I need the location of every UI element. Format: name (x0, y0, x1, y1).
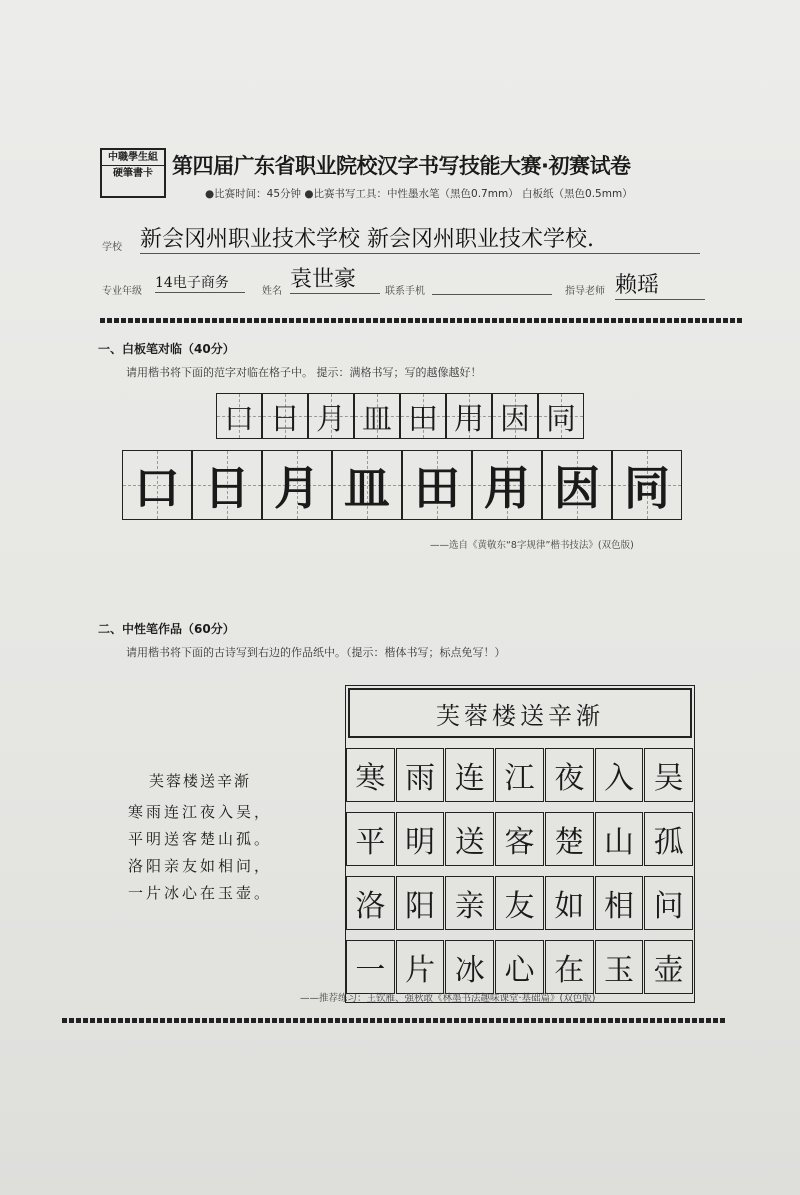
work-row (346, 876, 694, 930)
work-cell[interactable]: 洛 (346, 876, 395, 930)
major-field[interactable]: 14电子商务 (155, 272, 245, 293)
poem-text (128, 768, 272, 907)
exam-title: 第四届广东省职业院校汉字书写技能大赛·初赛试卷 (172, 154, 631, 178)
poem-line: 一片冰心在玉壶。 (128, 884, 273, 902)
model-char-cell[interactable]: 日 (192, 450, 262, 520)
work-cell[interactable]: 在 (545, 940, 594, 994)
work-cell[interactable]: 片 (396, 940, 445, 994)
poem-line: 寒雨连江夜入吴， (128, 803, 273, 821)
work-cell[interactable]: 友 (495, 876, 544, 930)
work-row (346, 940, 694, 994)
school-label: 学校 (102, 242, 122, 253)
exam-subtitle: ●比赛时间：45分钟 ●比赛书写工具：中性墨水笔（黑色0.7mm） 白板纸（黑色0.5mm） (205, 188, 633, 200)
work-cell[interactable]: 相 (595, 876, 644, 930)
work-cell[interactable]: 寒 (346, 748, 395, 802)
competition-logo (100, 148, 166, 198)
printed-char-cell: 用 (446, 393, 492, 439)
bottom-divider (62, 1018, 727, 1023)
poem-line: 平明送客楚山孤。 (128, 830, 273, 848)
work-cell[interactable]: 吴 (644, 748, 693, 802)
model-char-cell[interactable]: 口 (122, 450, 192, 520)
work-cell[interactable]: 送 (445, 812, 494, 866)
work-cell[interactable]: 一 (346, 940, 395, 994)
work-cell[interactable]: 亲 (445, 876, 494, 930)
printed-char-cell: 口 (216, 393, 262, 439)
work-title[interactable]: 芙蓉楼送辛渐 (348, 688, 692, 738)
printed-char-cell: 同 (538, 393, 584, 439)
model-char-cell[interactable]: 用 (472, 450, 542, 520)
school-field[interactable]: 新会冈州职业技术学校 新会冈州职业技术学校. (140, 222, 700, 254)
work-cell[interactable]: 明 (396, 812, 445, 866)
work-cell[interactable]: 楚 (545, 812, 594, 866)
name-label: 姓名 (262, 286, 282, 297)
section2-heading: 二、中性笔作品（60分） (98, 622, 235, 636)
model-char-cell[interactable]: 因 (542, 450, 612, 520)
work-cell[interactable]: 连 (445, 748, 494, 802)
work-cell[interactable]: 问 (644, 876, 693, 930)
recommend-note: ——推荐练习：王钦雁、强秋敢《林墨书法趣味课堂·基础篇》(双色版) (300, 993, 596, 1004)
work-cell[interactable]: 客 (495, 812, 544, 866)
name-field[interactable]: 袁世豪 (290, 262, 380, 294)
printed-char-cell: 皿 (354, 393, 400, 439)
work-cell[interactable]: 山 (595, 812, 644, 866)
section2-instruction: 请用楷书将下面的古诗写到右边的作品纸中。（提示：楷体书写；标点免写！） (126, 646, 506, 659)
divider (100, 318, 742, 323)
model-char-cell[interactable]: 皿 (332, 450, 402, 520)
work-cell[interactable]: 入 (595, 748, 644, 802)
work-cell[interactable]: 冰 (445, 940, 494, 994)
work-cell[interactable]: 孤 (644, 812, 693, 866)
work-cell[interactable]: 雨 (396, 748, 445, 802)
printed-char-cell: 日 (262, 393, 308, 439)
work-cell[interactable]: 玉 (595, 940, 644, 994)
teacher-label: 指导老师 (565, 286, 605, 297)
printed-char-cell: 田 (400, 393, 446, 439)
printed-char-cell: 月 (308, 393, 354, 439)
work-cell[interactable]: 夜 (545, 748, 594, 802)
work-cell[interactable]: 如 (545, 876, 594, 930)
work-cell[interactable]: 平 (346, 812, 395, 866)
poem-line: 洛阳亲友如相问， (128, 857, 273, 875)
logo-top-text: 中職學生組 (102, 150, 164, 166)
phone-label: 联系手机 (385, 286, 425, 297)
work-row (346, 748, 694, 802)
major-label: 专业年级 (102, 286, 142, 297)
model-char-cell[interactable]: 田 (402, 450, 472, 520)
poem-title: 芙蓉楼送辛渐 (149, 772, 252, 790)
work-cell[interactable]: 壶 (644, 940, 693, 994)
work-cell[interactable]: 江 (495, 748, 544, 802)
work-row (346, 812, 694, 866)
work-paper (345, 685, 695, 1003)
model-char-cell[interactable]: 同 (612, 450, 682, 520)
work-cell[interactable]: 心 (495, 940, 544, 994)
teacher-field[interactable]: 赖瑶 (615, 268, 705, 300)
printed-char-cell: 因 (492, 393, 538, 439)
section1-source: ——选自《黄敬东“8字规律”楷书技法》(双色版) (430, 540, 634, 551)
model-char-cell[interactable]: 月 (262, 450, 332, 520)
phone-field[interactable] (432, 270, 552, 295)
section1-heading: 一、白板笔对临（40分） (98, 342, 235, 356)
logo-bottom-text: 硬筆書卡 (113, 168, 153, 179)
printed-char-row (216, 393, 584, 439)
section1-instruction: 请用楷书将下面的范字对临在格子中。 提示：满格书写；写的越像越好！ (126, 366, 482, 379)
work-cell[interactable]: 阳 (396, 876, 445, 930)
model-char-row (122, 450, 682, 520)
